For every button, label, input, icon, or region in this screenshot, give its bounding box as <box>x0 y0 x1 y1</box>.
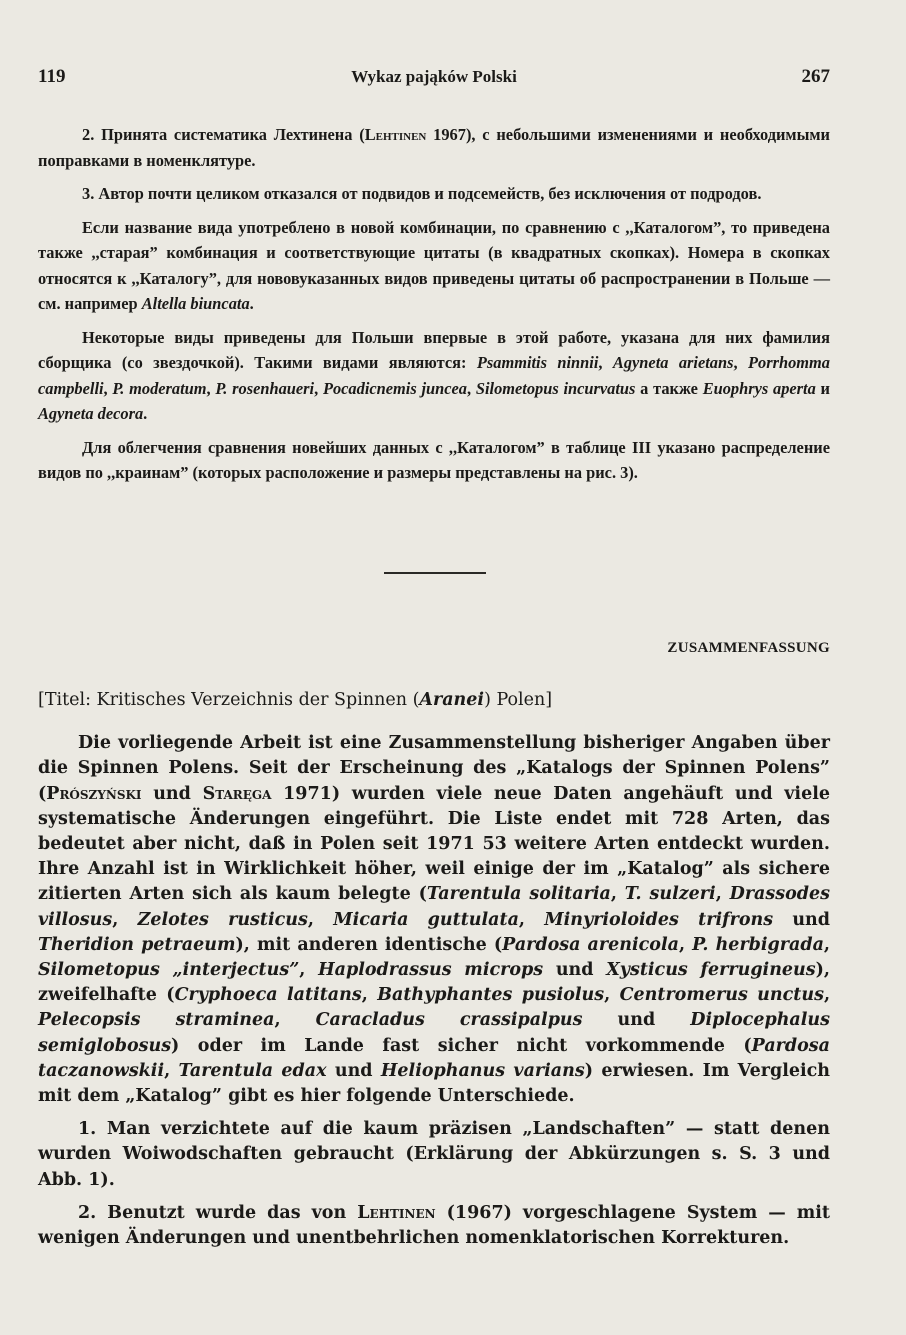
species-name: Pardosa taczanowskii <box>38 1035 830 1081</box>
species-name: Cryphoeca latitans <box>174 985 362 1006</box>
species-name: Silometopus „interjectus” <box>38 960 300 981</box>
species-name: Euophrys aperta <box>702 378 816 398</box>
german-summary <box>38 688 830 1259</box>
section-divider <box>384 572 486 574</box>
species-name: Bathyphantes pusiolus <box>377 985 605 1006</box>
taxon-name: Aranei <box>419 690 485 710</box>
summary-title: [Titel: Kritisches Verzeichnis der Spinnen (Aranei) Polen] <box>38 690 553 710</box>
german-paragraph-2: 1. Man verzichtete auf die kaum präzisen „Landschaften” — statt denen wurden Woiwodschaften gebraucht (Erklärung der Abkürzungen s. S. 3 und Abb. 1). <box>38 1119 830 1190</box>
species-name: P. moderatum <box>112 378 207 398</box>
author-name: Prószyński <box>46 783 142 804</box>
species-name: Heliophanus varians <box>380 1060 585 1081</box>
page-number-right: 267 <box>801 66 830 87</box>
russian-paragraph-1: 2. Принята систематика Лехтинена (Lehtinen 1967), с небольшими изменениями и необходимыми поправками в номенклятуре. <box>38 125 830 170</box>
species-name: Minyrioloides trifrons <box>544 909 774 930</box>
species-name: Drassodes villosus <box>38 884 830 930</box>
page-number-left: 119 <box>38 66 66 87</box>
species-name: Psammitis ninnii <box>476 353 599 372</box>
summary-heading: ZUSAMMENFASSUNG <box>667 640 830 656</box>
species-name: Porrhomma campbelli <box>38 353 830 398</box>
species-name: Altella biuncata <box>141 294 250 313</box>
species-name: Micaria guttulata <box>333 909 519 930</box>
species-name: Silometopus incurvatus <box>475 378 636 398</box>
species-name: Tarentula solitaria <box>426 884 611 905</box>
species-name: Tarentula edax <box>178 1060 327 1081</box>
running-title: Wykaz pająków Polski <box>351 67 517 86</box>
species-name: Agyneta decora <box>38 404 144 423</box>
species-name: Zelotes rusticus <box>137 909 308 930</box>
species-name: Haplodrassus microps <box>318 960 544 981</box>
page-header <box>38 66 830 92</box>
page <box>38 0 830 1335</box>
species-name: P. rosenhaueri <box>215 378 315 398</box>
species-name: Caracladus crassipalpus <box>315 1010 583 1031</box>
species-name: Pardosa arenicola <box>502 934 679 955</box>
species-name: Xysticus ferrugineus <box>606 960 816 981</box>
species-name: Pelecopsis straminea <box>38 1010 275 1031</box>
author-name: Lehtinen <box>364 125 427 144</box>
species-name: Agyneta arietans <box>612 353 734 372</box>
russian-paragraph-4: Некоторые виды приведены для Польши впервые в этой работе, указана для них фамилия сборщика (со звездочкой). Такими видами являются: Psammitis ninnii, Agyneta arietans, Porrhomma campbelli, P. moderatum, P. rosenhaueri, Pocadicnemis juncea, Silometopus incurvatus а также Euophrys aperta и Agyneta decora. <box>38 327 830 423</box>
species-name: Centromerus unctus <box>619 985 824 1006</box>
german-paragraph-3: 2. Benutzt wurde das von Lehtinen (1967) vorgeschlagene System — mit wenigen Änderungen und unentbehrlichen nomenklatorischen Korrekturen. <box>38 1202 830 1249</box>
russian-paragraph-5: Для облегчения сравнения новейших данных с ,,Каталогом” в таблице III указано распределение видов по ,,краинам” (которых расположение и размеры представлены на рис. 3). <box>38 437 830 482</box>
species-name: Theridion petraeum <box>38 934 236 955</box>
species-name: Diplocephalus semiglobosus <box>38 1010 830 1056</box>
russian-section <box>38 122 830 494</box>
german-paragraph-1: Die vorliegende Arbeit ist eine Zusammenstellung bisheriger Angaben über die Spinnen Polens. Seit der Erscheinung des „Katalogs der Spinnen Polens” (Prószyński und Staręga 1971) wurden viele neue Daten angehäuft und viele systematische Änderungen eingeführt. Die Liste endet mit 728 Arten, das bedeutet aber nicht, daß in Polen seit 1971 53 weitere Arten entdeckt wurden. Ihre Anzahl ist in Wirklichkeit höher, weil einige der im „Katalog” als sichere zitierten Arten sich als kaum belegte (Tarentula solitaria, T. sulzeri, Drassodes villosus, Zelotes rusticus, Micaria guttulata, Minyrioloides trifrons und Theridion petraeum), mit anderen identische (Pardosa arenicola, P. herbigrada, Silometopus „interjectus”, Haplodrassus microps und Xysticus ferrugineus), zweifelhafte (Cryphoeca latitans, Bathyphantes pusiolus, Centromerus unctus, Pelecopsis straminea, Caracladus crassipalpus und Diplocephalus semiglobosus) oder im Lande fast sicher nicht vorkommende (Pardosa taczanowskii, Tarentula edax und Heliophanus varians) erwiesen. Im Vergleich mit dem „Katalog” gibt es hier folgende Unterschiede. <box>38 733 831 1107</box>
species-name: P. herbigrada <box>692 934 824 955</box>
author-name: Lehtinen <box>357 1202 436 1223</box>
species-name: Pocadicnemis juncea <box>322 378 467 398</box>
russian-paragraph-3: Если название вида употреблено в новой комбинации, по сравнению с ,,Каталогом”, то приведена также ,,старая” комбинация и соответствующие цитаты (в квадратных скопках). Номера в скопках относятся к ,,Каталогу”, для нововуказанных видов приведены цитаты об распространении в Польше — см. например Altella biuncata. <box>38 217 830 313</box>
russian-paragraph-2: 3. Автор почти целиком отказался от подвидов и подсемейств, без исключения от подродов. <box>82 184 762 203</box>
species-name: T. sulzeri <box>624 884 716 905</box>
author-name: Staręga <box>202 783 272 804</box>
